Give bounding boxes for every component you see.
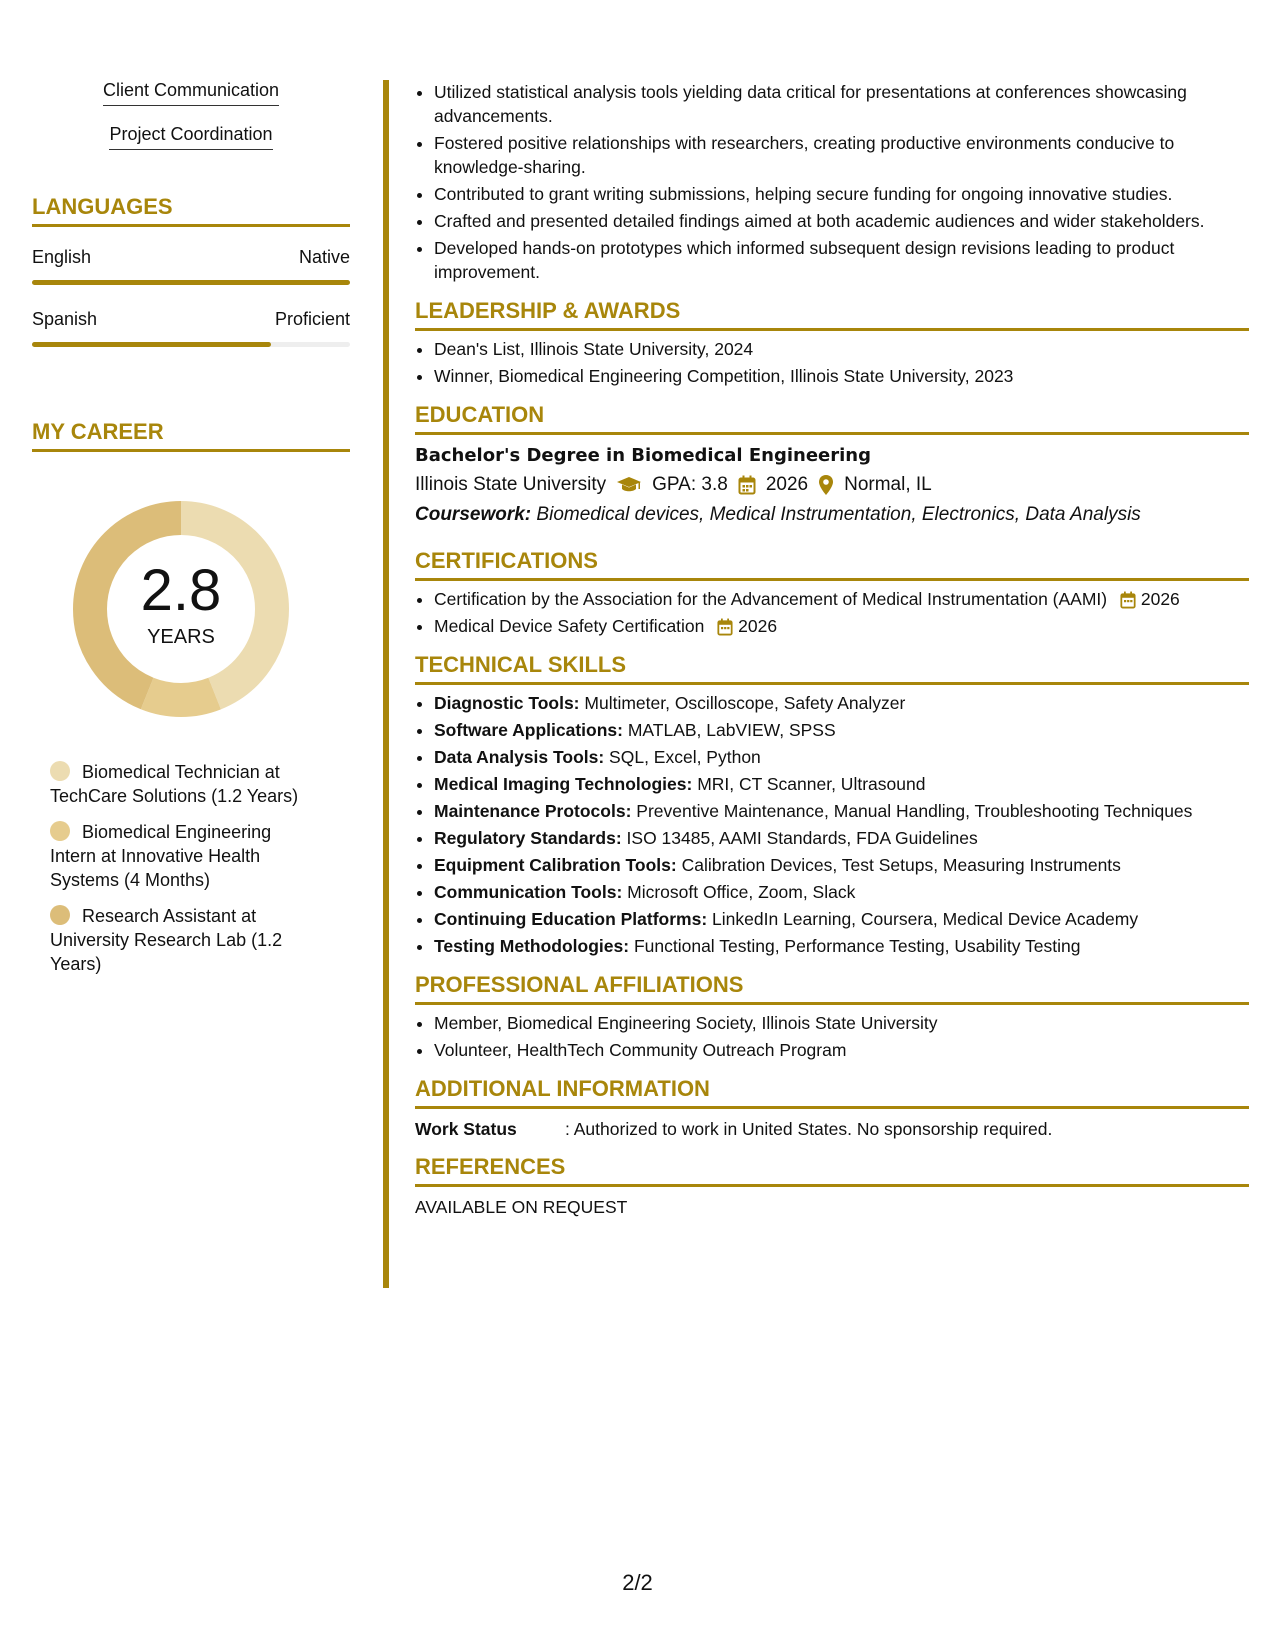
career-legend-item [50, 760, 320, 808]
career-total: 2.8 [140, 558, 222, 623]
skill-item [32, 124, 350, 150]
career-legend-item [50, 904, 320, 976]
career-legend-label: Biomedical Engineering Intern at Innovative Health Systems (4 Months) [50, 822, 272, 890]
skill-category: Data Analysis Tools: [434, 747, 605, 767]
list-item [434, 691, 1249, 715]
career-legend-item [50, 820, 320, 892]
leadership-section [415, 298, 1249, 388]
skill-values: Functional Testing, Performance Testing, Usability Testing [629, 936, 1081, 956]
skill-label: Client Communication [103, 80, 279, 106]
list-item: • Volunteer, HealthTech Community Outreach Program [434, 1038, 1249, 1062]
certifications-section [415, 548, 1249, 638]
list-item [434, 934, 1249, 958]
technical-skills-section [415, 652, 1249, 958]
career-legend-label: Biomedical Technician at TechCare Solutions (1.2 Years) [50, 762, 299, 806]
language-bar [32, 280, 350, 285]
language-level: Proficient [274, 309, 350, 329]
skill-category: Maintenance Protocols: [434, 801, 632, 821]
career-legend [32, 760, 350, 976]
sidebar [32, 80, 350, 988]
list-item [434, 587, 1249, 611]
work-status-row [415, 1119, 1249, 1140]
career-donut-chart [66, 494, 296, 724]
calendar-icon [717, 618, 733, 636]
skill-values: Calibration Devices, Test Setups, Measuring Instruments [676, 855, 1121, 875]
language-item [32, 247, 350, 285]
list-item: • Fostered positive relationships with researchers, creating productive environments conducive to knowledge-sharing. [434, 131, 1249, 179]
calendar-icon [738, 475, 756, 495]
list-item [434, 826, 1249, 850]
language-bar-fill [32, 280, 350, 285]
languages-heading: LANGUAGES [32, 194, 350, 227]
language-bar-fill [32, 342, 271, 347]
page-number: 2/2 [622, 1570, 653, 1595]
list-item: • Crafted and presented detailed findings aimed at both academic audiences and wider stakeholders. [434, 209, 1249, 233]
skill-item [32, 80, 350, 106]
work-status-key: Work Status [415, 1119, 517, 1139]
skill-category: Software Applications: [434, 720, 623, 740]
skill-category: Equipment Calibration Tools: [434, 855, 677, 875]
coursework-label: Coursework: [415, 504, 532, 525]
graduation-cap-icon [616, 476, 642, 494]
calendar-icon [1120, 591, 1136, 609]
certification-name: Medical Device Safety Certification [434, 616, 705, 636]
list-item: • Developed hands-on prototypes which informed subsequent design revisions leading to product improvement. [434, 236, 1249, 284]
references-text: AVAILABLE ON REQUEST [415, 1197, 628, 1217]
certification-name: Certification by the Association for the Advancement of Medical Instrumentation (AAMI) [434, 589, 1108, 609]
experience-bullets [415, 80, 1249, 284]
list-item [434, 772, 1249, 796]
column-divider [383, 80, 389, 1288]
list-item [434, 799, 1249, 823]
skill-category: Diagnostic Tools: [434, 693, 580, 713]
skill-values: MRI, CT Scanner, Ultrasound [692, 774, 926, 794]
education-location: Normal, IL [844, 474, 932, 495]
list-item [434, 853, 1249, 877]
additional-info-section [415, 1076, 1249, 1140]
main-content [415, 80, 1249, 1218]
language-name: Spanish [32, 309, 98, 329]
skill-values: Preventive Maintenance, Manual Handling, Troubleshooting Techniques [631, 801, 1193, 821]
skill-values: LinkedIn Learning, Coursera, Medical Device Academy [707, 909, 1139, 929]
list-item [434, 718, 1249, 742]
skill-category: Testing Methodologies: [434, 936, 630, 956]
references-section [415, 1154, 1249, 1218]
career-legend-label: Research Assistant at University Research Lab (1.2 Years) [50, 906, 283, 974]
skill-category: Continuing Education Platforms: [434, 909, 708, 929]
language-bar [32, 342, 350, 347]
list-item [434, 880, 1249, 904]
certifications-heading: CERTIFICATIONS [415, 548, 1249, 581]
affiliations-heading: PROFESSIONAL AFFILIATIONS [415, 972, 1249, 1005]
leadership-heading: LEADERSHIP & AWARDS [415, 298, 1249, 331]
list-item [434, 907, 1249, 931]
education-degree: Bachelor's Degree in Biomedical Engineering [415, 445, 871, 466]
education-year: 2026 [765, 474, 809, 495]
language-item [32, 309, 350, 347]
references-heading: REFERENCES [415, 1154, 1249, 1187]
list-item [434, 614, 1249, 638]
legend-dot-icon [50, 761, 70, 781]
list-item: • Member, Biomedical Engineering Society, Illinois State University [434, 1011, 1249, 1035]
coursework-value: Biomedical devices, Medical Instrumentation, Electronics, Data Analysis [531, 504, 1141, 525]
legend-dot-icon [50, 905, 70, 925]
education-school: Illinois State University [415, 474, 607, 495]
career-unit: YEARS [147, 626, 215, 648]
skill-values: ISO 13485, AAMI Standards, FDA Guidelines [621, 828, 978, 848]
certification-year: 2026 [738, 616, 778, 636]
career-heading: MY CAREER [32, 419, 350, 452]
list-item: • Utilized statistical analysis tools yielding data critical for presentations at conferences showcasing advancements. [434, 80, 1249, 128]
skill-values: Microsoft Office, Zoom, Slack [622, 882, 856, 902]
education-section [415, 402, 1249, 526]
skill-values: MATLAB, LabVIEW, SPSS [622, 720, 836, 740]
list-item: • Winner, Biomedical Engineering Competition, Illinois State University, 2023 [434, 364, 1249, 388]
technical-skills-heading: TECHNICAL SKILLS [415, 652, 1249, 685]
education-coursework [415, 504, 1249, 526]
affiliations-section [415, 972, 1249, 1062]
skill-category: Regulatory Standards: [434, 828, 622, 848]
education-gpa: GPA: 3.8 [652, 474, 728, 495]
education-meta [415, 474, 1249, 496]
list-item: • Contributed to grant writing submissions, helping secure funding for ongoing innovative studies. [434, 182, 1249, 206]
additional-info-heading: ADDITIONAL INFORMATION [415, 1076, 1249, 1109]
skill-values: Multimeter, Oscilloscope, Safety Analyzer [579, 693, 906, 713]
work-status-value: : Authorized to work in United States. No sponsorship required. [565, 1119, 1053, 1139]
language-name: English [32, 247, 92, 267]
skill-values: SQL, Excel, Python [604, 747, 761, 767]
skill-category: Medical Imaging Technologies: [434, 774, 693, 794]
legend-dot-icon [50, 821, 70, 841]
certification-year: 2026 [1140, 589, 1180, 609]
list-item: • Dean's List, Illinois State University, 2024 [434, 337, 1249, 361]
location-pin-icon [818, 474, 834, 496]
language-level: Native [298, 247, 350, 267]
skill-category: Communication Tools: [434, 882, 623, 902]
skill-label: Project Coordination [109, 124, 272, 150]
list-item [434, 745, 1249, 769]
education-heading: EDUCATION [415, 402, 1249, 435]
